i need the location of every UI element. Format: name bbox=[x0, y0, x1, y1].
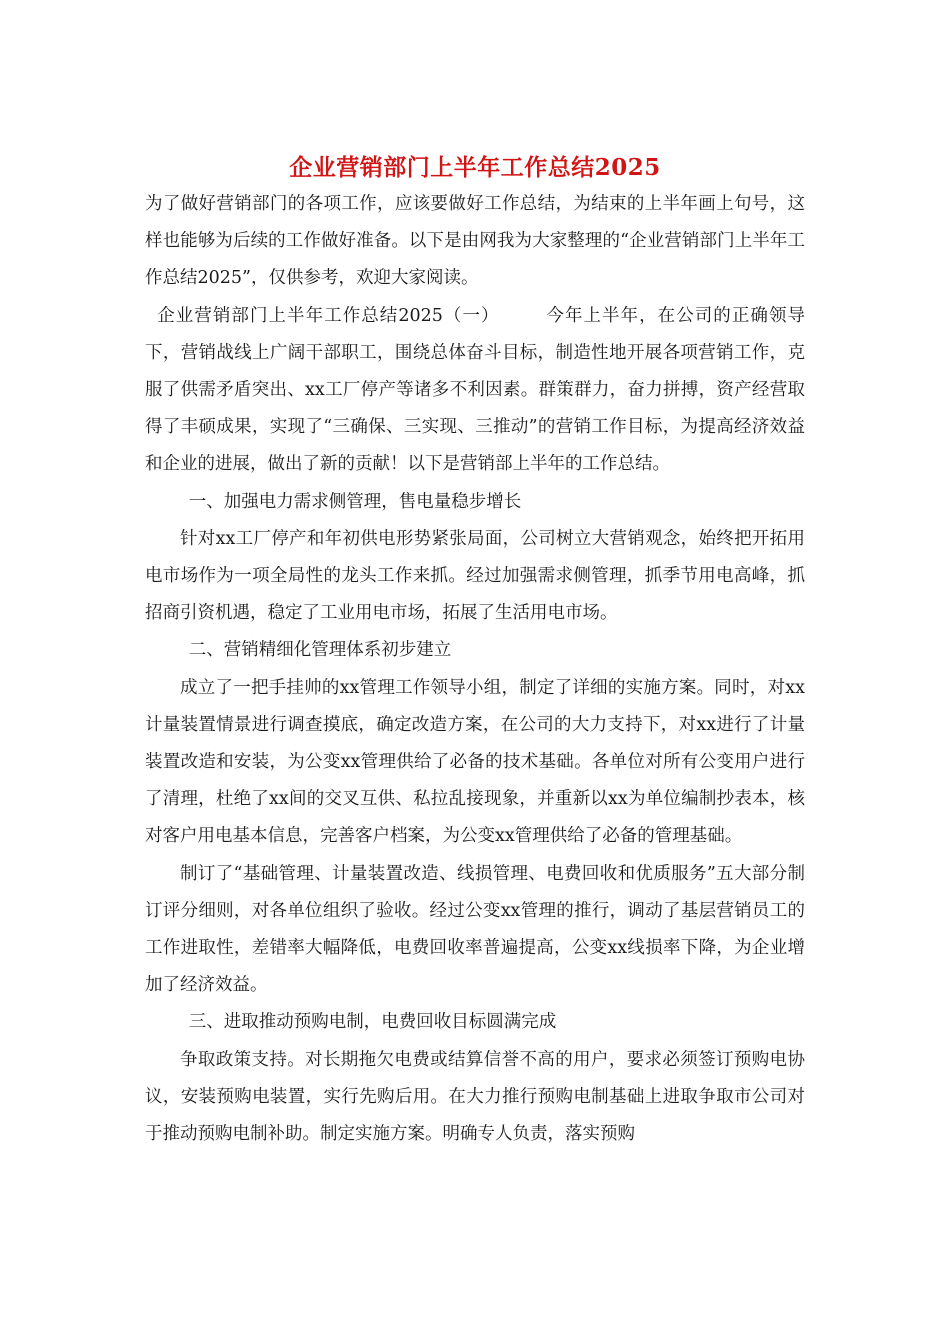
body-paragraph: 制订了“基础管理、计量装置改造、线损管理、电费回收和优质服务”五大部分制订评分细则，对各单位组织了验收。经过公变xx管理的推行，调动了基层营销员工的工作进取性，差错率大幅降低，电费回收率普遍提高，公变xx线损率下降，为企业增加了经济效益。 bbox=[145, 863, 805, 996]
section-heading-3: 三、进取推动预购电制，电费回收目标圆满完成 bbox=[188, 1012, 557, 1033]
body-paragraph: 针对xx工厂停产和年初供电形势紧张局面，公司树立大营销观念，始终把开拓用电市场作为一项全局性的龙头工作来抓。经过加强需求侧管理，抓季节用电高峰，抓招商引资机遇，稳定了工业用电市场，拓展了生活用电市场。 bbox=[145, 528, 805, 624]
section-heading-1: 一、加强电力需求侧管理，售电量稳步增长 bbox=[188, 491, 522, 512]
document-body bbox=[145, 186, 805, 1153]
body-paragraph: 成立了一把手挂帅的xx管理工作领导小组，制定了详细的实施方案。同时，对xx计量装置情景进行调查摸底，确定改造方案，在公司的大力支持下，对xx进行了计量装置改造和安装，为公变xx管理供给了必备的技术基础。各单位对所有公变用户进行了清理，杜绝了xx间的交叉互供、私拉乱接现象，并重新以xx为单位编制抄表本，核对客户用电基本信息，完善客户档案，为公变xx管理供给了必备的管理基础。 bbox=[145, 677, 805, 847]
section-heading-2: 二、营销精细化管理体系初步建立 bbox=[188, 640, 452, 661]
intro-paragraph: 为了做好营销部门的各项工作，应该要做好工作总结，为结束的上半年画上句号，这样也能够为后续的工作做好准备。以下是由网我为大家整理的“企业营销部门上半年工作总结2025”，仅供参考，欢迎大家阅读。 bbox=[145, 194, 805, 289]
body-paragraph: 争取政策支持。对长期拖欠电费或结算信誉不高的用户，要求必须签订预购电协议，安装预购电装置，实行先购后用。在大力推行预购电制基础上进取争取市公司对于推动预购电制补助。制定实施方案。明确专人负责，落实预购 bbox=[145, 1049, 805, 1145]
document-title: 企业营销部门上半年工作总结2025 bbox=[289, 154, 661, 181]
section-one-intro-paragraph: 企业营销部门上半年工作总结2025（一） 今年上半年，在公司的正确领导下，营销战线上广阔干部职工，围绕总体奋斗目标，制造性地开展各项营销工作，克服了供需矛盾突出、xx工厂停产等诸多不利因素。群策群力，奋力拼搏，资产经营取得了丰硕成果，实现了“三确保、三实现、三推动”的营销工作目标，为提高经济效益和企业的进展，做出了新的贡献！以下是营销部上半年的工作总结。 bbox=[145, 305, 805, 475]
